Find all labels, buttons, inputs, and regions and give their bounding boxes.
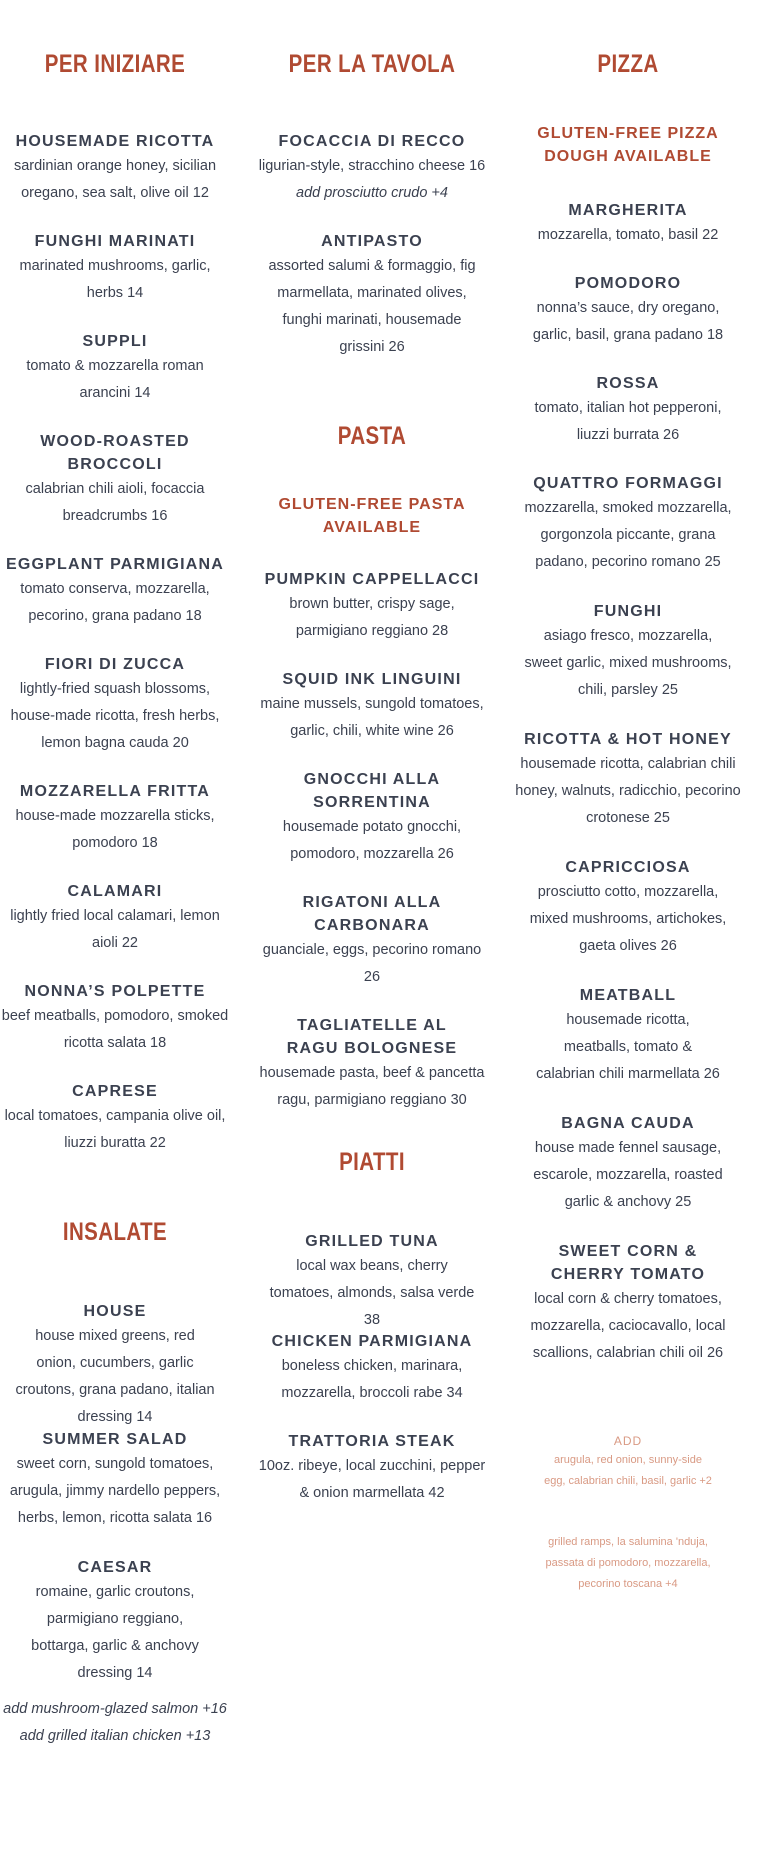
- item-name: GRILLED TUNA: [305, 1233, 439, 1250]
- item-desc: housemade ricotta, meatballs, tomato & calabrian chili marmellata 26: [536, 1012, 720, 1082]
- item-desc: calabrian chili aioli, focaccia breadcrumbs 16: [25, 481, 205, 524]
- menu-item: [0, 880, 230, 957]
- item-name: CAPRESE: [72, 1083, 158, 1100]
- gluten-free-pizza-note: GLUTEN-FREE PIZZA DOUGH AVAILABLE: [537, 125, 719, 165]
- item-name: FUNGHI MARINATI: [34, 233, 196, 250]
- menu-item: [514, 1112, 742, 1216]
- salad-add-chicken: add grilled italian chicken +13: [19, 1728, 211, 1744]
- item-desc: local tomatoes, campania olive oil, liuzzi buratta 22: [4, 1108, 226, 1151]
- item-name: FIORI DI ZUCCA: [44, 656, 186, 673]
- item-name: CHICKEN PARMIGIANA: [271, 1333, 473, 1350]
- item-name: CALAMARI: [67, 883, 163, 900]
- item-desc: beef meatballs, pomodoro, smoked ricotta salata 18: [1, 1008, 229, 1051]
- menu-item: [514, 372, 742, 449]
- item-name: RIGATONI ALLA CARBONARA: [302, 894, 442, 934]
- item-desc: romaine, garlic croutons, parmigiano reggiano, bottarga, garlic & anchovy dressing 14: [31, 1584, 199, 1681]
- add-text-2: grilled ramps, la salumina 'nduja, passata di pomodoro, mozzarella, pecorino toscana +4: [545, 1536, 711, 1590]
- item-desc: boneless chicken, marinara, mozzarella, broccoli rabe 34: [281, 1358, 463, 1401]
- menu-item: [0, 330, 230, 407]
- item-name: TAGLIATELLE AL RAGU BOLOGNESE: [286, 1017, 458, 1057]
- item-name: QUATTRO FORMAGGI: [533, 475, 723, 492]
- section-title-piatti: PIATTI: [339, 1148, 405, 1176]
- item-name: EGGPLANT PARMIGIANA: [5, 556, 225, 573]
- item-desc: local corn & cherry tomatoes, mozzarella, caciocavallo, local scallions, calabrian chili oil 26: [530, 1291, 726, 1361]
- item-name: HOUSEMADE RICOTTA: [15, 133, 215, 150]
- item-desc: nonna’s sauce, dry oregano, garlic, basil, grana padano 18: [532, 300, 724, 343]
- menu-item: [0, 980, 230, 1057]
- menu-item: [514, 856, 742, 960]
- menu-item: [514, 199, 742, 249]
- item-name: HOUSE: [83, 1303, 147, 1320]
- item-name: NONNA’S POLPETTE: [24, 983, 206, 1000]
- section-title-insalate: INSALATE: [62, 1218, 168, 1246]
- item-desc: ligurian-style, stracchino cheese 16: [258, 158, 486, 174]
- focaccia-add-note: add prosciutto crudo +4: [296, 185, 448, 201]
- item-desc: assorted salumi & formaggio, fig marmellata, marinated olives, funghi marinati, housemade grissini 26: [268, 258, 476, 355]
- menu-item: [258, 1014, 486, 1114]
- menu-item: [514, 984, 742, 1088]
- menu-item: [258, 768, 486, 868]
- section-title-per-la-tavola: PER LA TAVOLA: [288, 50, 456, 78]
- menu-item: [0, 1080, 230, 1157]
- menu-item: [258, 891, 486, 991]
- menu-item: [514, 272, 742, 349]
- item-desc: lightly fried local calamari, lemon aioli 22: [10, 908, 220, 951]
- item-name: POMODORO: [574, 275, 682, 292]
- item-desc: house mixed greens, red onion, cucumbers, garlic croutons, grana padano, italian dressing 14: [15, 1328, 215, 1425]
- menu-item: [0, 130, 230, 207]
- section-title-pizza: PIZZA: [597, 50, 659, 78]
- menu-item: [258, 568, 486, 645]
- item-desc: marinated mushrooms, garlic, herbs 14: [19, 258, 211, 301]
- item-desc: sweet corn, sungold tomatoes, arugula, jimmy nardello peppers, herbs, lemon, ricotta salata 16: [9, 1456, 221, 1526]
- menu-item: [514, 728, 742, 832]
- menu-item: [514, 600, 742, 704]
- section-title-pasta: PASTA: [337, 422, 407, 450]
- item-name: FOCACCIA DI RECCO: [278, 133, 466, 150]
- item-name: CAPRICCIOSA: [565, 859, 691, 876]
- menu-item: [0, 653, 230, 757]
- item-desc: maine mussels, sungold tomatoes, garlic, chili, white wine 26: [260, 696, 484, 739]
- item-desc: housemade potato gnocchi, pomodoro, mozzarella 26: [282, 819, 462, 862]
- item-name: WOOD-ROASTED BROCCOLI: [40, 433, 190, 473]
- item-desc: tomato, italian hot pepperoni, liuzzi burrata 26: [534, 400, 722, 443]
- item-desc: housemade pasta, beef & pancetta ragu, parmigiano reggiano 30: [259, 1065, 485, 1108]
- salad-add-salmon: add mushroom-glazed salmon +16: [3, 1701, 227, 1717]
- add-text-1: arugula, red onion, sunny-side egg, calabrian chili, basil, garlic +2: [544, 1454, 712, 1487]
- item-name: SWEET CORN & CHERRY TOMATO: [550, 1243, 706, 1283]
- menu-item: [514, 472, 742, 576]
- item-name: MARGHERITA: [568, 202, 688, 219]
- menu-item: [258, 1430, 486, 1507]
- add-title: ADD: [613, 1434, 643, 1448]
- menu-item: [258, 230, 486, 361]
- item-name: ANTIPASTO: [321, 233, 423, 250]
- item-name: SUMMER SALAD: [42, 1431, 188, 1448]
- item-desc: lightly-fried squash blossoms, house-made ricotta, fresh herbs, lemon bagna cauda 20: [10, 681, 220, 751]
- item-name: ROSSA: [596, 375, 660, 392]
- pizza-add-block-2: [514, 1532, 742, 1595]
- item-desc: mozzarella, tomato, basil 22: [537, 227, 719, 243]
- item-name: BAGNA CAUDA: [561, 1115, 695, 1132]
- menu-item: [258, 668, 486, 745]
- menu-item: [0, 1428, 230, 1532]
- item-desc: prosciutto cotto, mozzarella, mixed mushrooms, artichokes, gaeta olives 26: [529, 884, 727, 954]
- item-name: FUNGHI: [593, 603, 663, 620]
- item-name: TRATTORIA STEAK: [288, 1433, 456, 1450]
- menu-item: [0, 1300, 230, 1431]
- item-name: PUMPKIN CAPPELLACCI: [264, 571, 480, 588]
- item-name: CAESAR: [77, 1559, 153, 1576]
- item-name: SUPPLI: [82, 333, 148, 350]
- item-desc: house-made mozzarella sticks, pomodoro 18: [15, 808, 215, 851]
- menu-item: [258, 1330, 486, 1407]
- item-desc: asiago fresco, mozzarella, sweet garlic, mixed mushrooms, chili, parsley 25: [524, 628, 732, 698]
- item-name: GNOCCHI ALLA SORRENTINA: [303, 771, 441, 811]
- gluten-free-pasta-note: GLUTEN-FREE PASTA AVAILABLE: [278, 496, 466, 536]
- item-name: MEATBALL: [579, 987, 677, 1004]
- item-desc: tomato conserva, mozzarella, pecorino, grana padano 18: [20, 581, 210, 624]
- menu-item: [514, 1240, 742, 1367]
- menu-item: [0, 430, 230, 530]
- item-name: RICOTTA & HOT HONEY: [524, 731, 732, 748]
- item-desc: mozzarella, smoked mozzarella, gorgonzola piccante, grana padano, pecorino romano 25: [524, 500, 732, 570]
- item-desc: sardinian orange honey, sicilian oregano, sea salt, olive oil 12: [13, 158, 217, 201]
- item-desc: tomato & mozzarella roman arancini 14: [26, 358, 204, 401]
- item-desc: house made fennel sausage, escarole, mozzarella, roasted garlic & anchovy 25: [533, 1140, 723, 1210]
- item-name: MOZZARELLA FRITTA: [19, 783, 211, 800]
- item-desc: guanciale, eggs, pecorino romano 26: [262, 942, 482, 985]
- menu-item: [0, 780, 230, 857]
- menu-item: [258, 1230, 486, 1334]
- pizza-add-block: [514, 1432, 742, 1492]
- item-name: SQUID INK LINGUINI: [282, 671, 462, 688]
- item-desc: housemade ricotta, calabrian chili honey, walnuts, radicchio, pecorino crotonese 25: [515, 756, 741, 826]
- menu-item: [0, 230, 230, 307]
- menu-item: [258, 130, 486, 207]
- menu-item: [0, 553, 230, 630]
- item-desc: 10oz. ribeye, local zucchini, pepper & onion marmellata 42: [258, 1458, 486, 1501]
- menu-item: [0, 1556, 230, 1687]
- item-desc: local wax beans, cherry tomatoes, almonds, salsa verde 38: [269, 1258, 475, 1328]
- item-desc: brown butter, crispy sage, parmigiano reggiano 28: [289, 596, 455, 639]
- section-title-per-iniziare: PER INIZIARE: [44, 50, 186, 78]
